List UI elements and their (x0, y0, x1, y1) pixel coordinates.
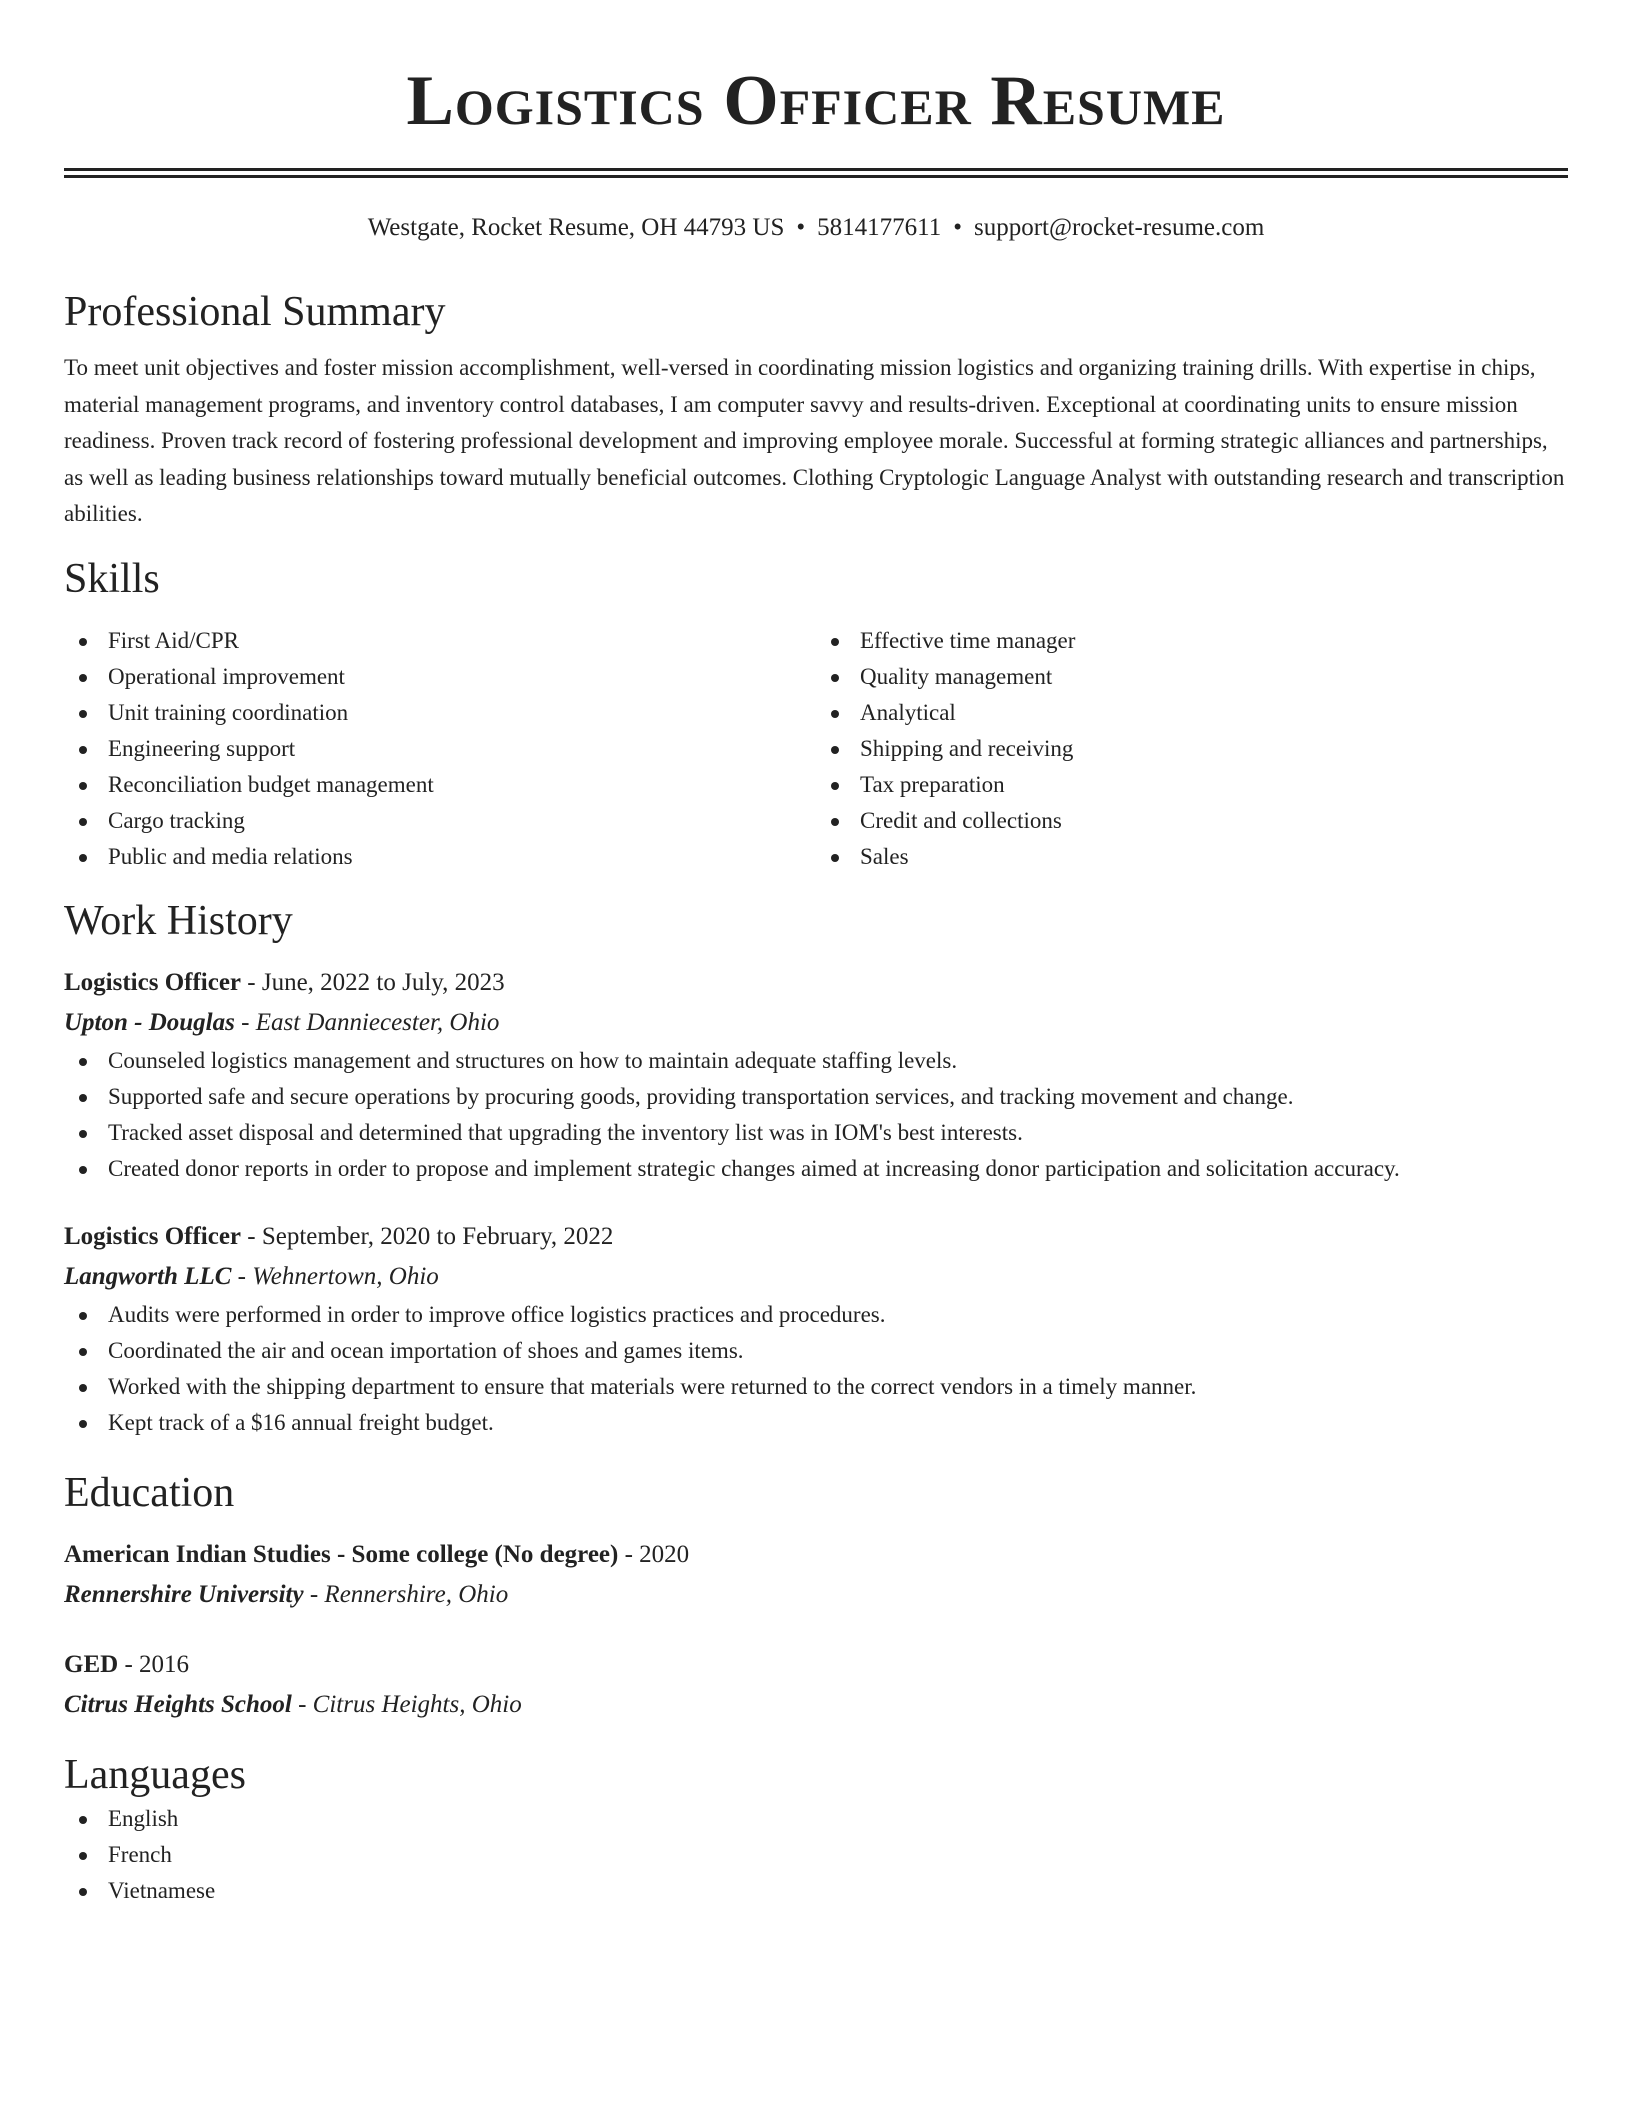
skill-label: Engineering support (108, 735, 296, 761)
job-title: Logistics Officer (64, 1222, 242, 1250)
skill-label: Credit and collections (860, 807, 1062, 833)
skill-label: Public and media relations (108, 843, 353, 869)
job-bullet (64, 1115, 1568, 1151)
bullet-icon (79, 1816, 87, 1824)
skills-list-left (64, 623, 816, 875)
job-entry (64, 963, 1568, 1187)
job-entry (64, 1217, 1568, 1441)
skills-heading: Skills (64, 555, 160, 602)
skill-item (64, 767, 816, 803)
job-bullet-text: Created donor reports in order to propose and implement strategic changes aimed at increasing donor participation and solicitation accuracy. (108, 1155, 1400, 1181)
education-location: - Citrus Heights, Ohio (291, 1690, 522, 1718)
contact-address: Westgate, Rocket Resume, OH 44793 US (367, 214, 785, 241)
education-entry (64, 1645, 1568, 1725)
job-company: Langworth LLC (64, 1262, 232, 1290)
skill-item (816, 623, 1568, 659)
job-bullet-text: Tracked asset disposal and determined that upgrading the inventory list was in IOM's best interests. (108, 1119, 1023, 1145)
summary-text: To meet unit objectives and foster mission accomplishment, well-versed in coordinating mission logistics and organizing training drills. With expertise in chips, material management programs, and inventory control databases, I am computer savvy and results-driven. Exceptional at coordinating units to ensure mission readiness. Proven track record of fostering professional development and improving employee morale. Successful at forming strategic alliances and partnerships, as well as leading business relationships toward mutually beneficial outcomes. Clothing Cryptologic Language Analyst with outstanding research and transcription abilities. (64, 355, 1565, 526)
skill-item (64, 731, 816, 767)
job-company-line (64, 1257, 1568, 1297)
job-bullet (64, 1369, 1568, 1405)
job-bullet (64, 1079, 1568, 1115)
job-location: - Wehnertown, Ohio (231, 1262, 439, 1290)
skill-label: First Aid/CPR (108, 627, 240, 653)
job-bullet-text: Supported safe and secure operations by procuring goods, providing transportation services, and tracking movement and change. (108, 1083, 1294, 1109)
contact-separator: • (953, 214, 962, 241)
bullet-icon (79, 1348, 87, 1356)
title-double-rule (64, 168, 1568, 178)
skill-label: Operational improvement (108, 663, 345, 689)
education-degree: American Indian Studies - Some college (No degree) (64, 1540, 619, 1568)
bullet-icon (831, 854, 839, 862)
bullet-icon (79, 1130, 87, 1138)
education-location: - Rennershire, Ohio (303, 1580, 509, 1608)
contact-phone: 5814177611 (817, 214, 942, 241)
bullet-icon (79, 638, 87, 646)
language-label: French (108, 1841, 172, 1867)
education-year: - 2020 (618, 1540, 690, 1568)
job-company: Upton - Douglas (64, 1008, 235, 1036)
job-bullet-text: Worked with the shipping department to ensure that materials were returned to the correct vendors in a timely manner. (108, 1373, 1197, 1399)
bullet-icon (831, 710, 839, 718)
contact-line (64, 212, 1568, 244)
job-bullet (64, 1151, 1568, 1187)
bullet-icon (831, 746, 839, 754)
skill-item (816, 659, 1568, 695)
skill-item (64, 695, 816, 731)
education-school-line (64, 1685, 1568, 1725)
skill-label: Unit training coordination (108, 699, 349, 725)
education-entry (64, 1535, 1568, 1615)
job-location: - East Danniecester, Ohio (234, 1008, 500, 1036)
skill-label: Tax preparation (860, 771, 1005, 797)
skill-item (816, 839, 1568, 875)
bullet-icon (79, 710, 87, 718)
skill-item (64, 803, 816, 839)
education-year: - 2016 (118, 1650, 190, 1678)
job-bullet (64, 1333, 1568, 1369)
job-bullet-text: Counseled logistics management and structures on how to maintain adequate staffing levels. (108, 1047, 958, 1073)
bullet-icon (79, 854, 87, 862)
skill-label: Cargo tracking (108, 807, 245, 833)
skill-label: Effective time manager (860, 627, 1076, 653)
bullet-icon (79, 746, 87, 754)
education-degree-line (64, 1645, 1568, 1685)
work-history-heading: Work History (64, 897, 293, 944)
job-bullet (64, 1405, 1568, 1441)
skill-label: Reconciliation budget management (108, 771, 434, 797)
language-item (64, 1801, 1568, 1837)
bullet-icon (831, 674, 839, 682)
job-dates: - June, 2022 to July, 2023 (241, 968, 505, 996)
skill-item (816, 767, 1568, 803)
skill-label: Sales (860, 843, 909, 869)
bullet-icon (79, 1312, 87, 1320)
skill-item (64, 659, 816, 695)
skills-column-right (816, 623, 1568, 875)
job-bullet (64, 1297, 1568, 1333)
contact-email: support@rocket-resume.com (974, 214, 1265, 241)
bullet-icon (79, 1094, 87, 1102)
language-item (64, 1837, 1568, 1873)
bullet-icon (79, 782, 87, 790)
bullet-icon (79, 1852, 87, 1860)
skills-column-left (64, 623, 816, 875)
language-label: Vietnamese (108, 1877, 216, 1903)
job-title-line (64, 1217, 1568, 1257)
bullet-icon (831, 638, 839, 646)
education-degree-line (64, 1535, 1568, 1575)
education-school: Citrus Heights School (64, 1690, 292, 1718)
skill-item (64, 839, 816, 875)
skill-item (64, 623, 816, 659)
job-bullet-text: Coordinated the air and ocean importation of shoes and games items. (108, 1337, 744, 1363)
job-title-line (64, 963, 1568, 1003)
skill-label: Analytical (860, 699, 956, 725)
summary-heading: Professional Summary (64, 289, 446, 335)
job-company-line (64, 1003, 1568, 1043)
job-dates: - September, 2020 to February, 2022 (241, 1222, 614, 1250)
job-bullets (64, 1043, 1568, 1187)
skills-grid (64, 623, 1568, 875)
skill-label: Quality management (860, 663, 1053, 689)
bullet-icon (79, 1058, 87, 1066)
job-title: Logistics Officer (64, 968, 242, 996)
bullet-icon (79, 674, 87, 682)
language-item (64, 1873, 1568, 1909)
job-bullet-text: Kept track of a $16 annual freight budget. (108, 1409, 494, 1435)
job-bullet-text: Audits were performed in order to improve office logistics practices and procedures. (108, 1301, 886, 1327)
skill-label: Shipping and receiving (860, 735, 1074, 761)
skill-item (816, 803, 1568, 839)
education-school: Rennershire University (64, 1580, 304, 1608)
skills-list-right (816, 623, 1568, 875)
bullet-icon (79, 818, 87, 826)
bullet-icon (79, 1166, 87, 1174)
bullet-icon (79, 1384, 87, 1392)
skill-item (816, 731, 1568, 767)
page-title: Logistics Officer Resume (406, 62, 1226, 140)
education-degree: GED (64, 1650, 119, 1678)
languages-list (64, 1801, 1568, 1909)
language-label: English (108, 1805, 179, 1831)
contact-separator: • (796, 214, 806, 241)
bullet-icon (831, 782, 839, 790)
job-bullets (64, 1297, 1568, 1441)
education-heading: Education (64, 1469, 235, 1516)
bullet-icon (79, 1888, 87, 1896)
skill-item (816, 695, 1568, 731)
education-school-line (64, 1575, 1568, 1615)
bullet-icon (79, 1420, 87, 1428)
job-bullet (64, 1043, 1568, 1079)
bullet-icon (831, 818, 839, 826)
languages-heading: Languages (64, 1751, 246, 1798)
